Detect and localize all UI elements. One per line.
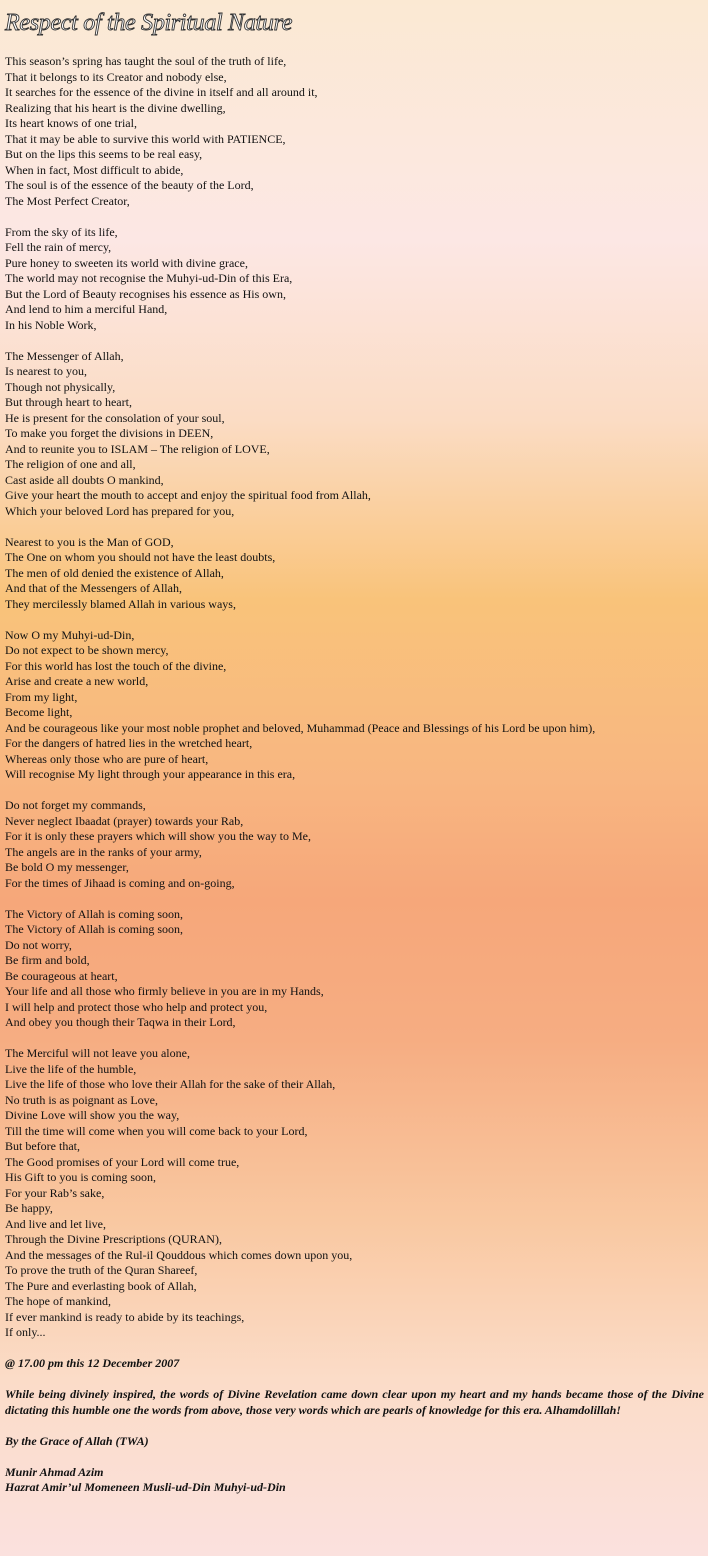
poem-line: Arise and create a new world, <box>5 674 149 688</box>
poem-line: Till the time will come when you will come back to your Lord, <box>5 1123 308 1138</box>
poem-line: Do not forget my commands, <box>5 798 146 812</box>
poem-line: Never neglect Ibaadat (prayer) towards your Rab, <box>5 813 244 828</box>
stanza <box>5 535 704 613</box>
poem-line: Fell the rain of mercy, <box>5 240 112 254</box>
poem-line: But on the lips this seems to be real easy, <box>5 147 203 161</box>
poem-line: The Pure and everlasting book of Allah, <box>5 1278 197 1293</box>
poem-line: And that of the Messengers of Allah, <box>5 581 182 595</box>
stanza <box>5 349 704 520</box>
poem-line: For this world has lost the touch of the divine, <box>5 658 227 673</box>
poem-line: Now O my Muhyi-ud-Din, <box>5 627 135 642</box>
poem-line: From the sky of its life, <box>5 224 118 239</box>
poem-line: Divine Love will show you the way, <box>5 1108 180 1122</box>
poem-line: The religion of one and all, <box>5 457 136 471</box>
poem-line: The Victory of Allah is coming soon, <box>5 922 184 936</box>
poem-line: The Good promises of your Lord will come true, <box>5 1154 240 1169</box>
revelation-note: While being divinely inspired, the words of Divine Revelation came down clear upon my heart and my hands became those of the Divine dictating this humble one the words from above, those very words which are pearls of knowledge for this era. Alhamdolillah! <box>5 1387 704 1417</box>
stanza <box>5 907 704 1031</box>
stanza <box>5 54 704 209</box>
poem-line: Pure honey to sweeten its world with divine grace, <box>5 255 248 270</box>
poem-title: Respect of the Spiritual Nature <box>5 10 293 36</box>
poem-line: But before that, <box>5 1139 80 1153</box>
poem-line: To prove the truth of the Quran Shareef, <box>5 1263 198 1277</box>
poem-line: No truth is as poignant as Love, <box>5 1092 158 1107</box>
stanza <box>5 798 704 891</box>
poem-line: Is nearest to you, <box>5 364 87 378</box>
poem-line: But through heart to heart, <box>5 395 132 409</box>
poem-line: Be happy, <box>5 1201 53 1215</box>
poem-line: The world may not recognise the Muhyi-ud-Din of this Era, <box>5 271 293 285</box>
poem-line: Which your beloved Lord has prepared for you, <box>5 503 235 518</box>
poem-line: This season’s spring has taught the soul of the truth of life, <box>5 54 287 68</box>
poem-line: He is present for the consolation of your soul, <box>5 410 225 425</box>
dated-timestamp: @ 17.00 pm this 12 December 2007 <box>5 1356 180 1370</box>
stanza <box>5 628 704 783</box>
poem-body <box>5 54 704 1341</box>
poem-line: And lend to him a merciful Hand, <box>5 302 168 316</box>
poem-line: Though not physically, <box>5 379 116 394</box>
poem-line: They mercilessly blamed Allah in various ways, <box>5 596 236 611</box>
poem-footer <box>5 1356 704 1496</box>
poem-line: Whereas only those who are pure of heart, <box>5 751 209 766</box>
poem-line: Live the life of the humble, <box>5 1061 137 1076</box>
poem-line: Be courageous at heart, <box>5 968 118 983</box>
poem-line: But the Lord of Beauty recognises his essence as His own, <box>5 286 286 301</box>
poem-line: That it belongs to its Creator and nobody else, <box>5 69 227 84</box>
poem-line: The Messenger of Allah, <box>5 348 124 363</box>
poem-line: For the times of Jihaad is coming and on-going, <box>5 875 235 890</box>
poem-line: For the dangers of hatred lies in the wretched heart, <box>5 736 253 750</box>
poem-line: Be firm and bold, <box>5 953 90 967</box>
poem-line: And obey you though their Taqwa in their Lord, <box>5 1015 236 1029</box>
poem-line: Its heart knows of one trial, <box>5 116 137 130</box>
poem-line: And to reunite you to ISLAM – The religion of LOVE, <box>5 441 270 456</box>
poem-line: Nearest to you is the Man of GOD, <box>5 534 174 549</box>
poem-line: The hope of mankind, <box>5 1294 111 1308</box>
poem-line: Realizing that his heart is the divine dwelling, <box>5 100 226 115</box>
poem-line: And the messages of the Rul-il Qouddous which comes down upon you, <box>5 1247 353 1262</box>
poem-line: Give your heart the mouth to accept and enjoy the spiritual food from Allah, <box>5 488 371 502</box>
poem-line: In his Noble Work, <box>5 317 97 332</box>
poem-line: And live and let live, <box>5 1216 106 1231</box>
poem-line: Cast aside all doubts O mankind, <box>5 472 164 487</box>
poem-line: If only... <box>5 1325 46 1339</box>
poem-line: I will help and protect those who help and protect you, <box>5 999 268 1014</box>
poem-line: Be bold O my messenger, <box>5 860 129 874</box>
poem-line: Become light, <box>5 705 73 719</box>
poem-line: And be courageous like your most noble prophet and beloved, Muhammad (Peace and Blessings of his Lord be upon him), <box>5 720 596 735</box>
poem-line: Your life and all those who firmly believe in you are in my Hands, <box>5 984 324 998</box>
author-title: Hazrat Amir’ul Momeneen Musli-ud-Din Muhyi-ud-Din <box>5 1480 286 1494</box>
poem-line: From my light, <box>5 689 78 704</box>
author-name: Munir Ahmad Azim <box>5 1464 104 1479</box>
poem-line: The One on whom you should not have the least doubts, <box>5 550 276 564</box>
poem-line: If ever mankind is ready to abide by its teachings, <box>5 1309 245 1324</box>
poem-line: The Victory of Allah is coming soon, <box>5 906 184 921</box>
poem-line: His Gift to you is coming soon, <box>5 1170 157 1184</box>
stanza <box>5 225 704 334</box>
poem-line: When in fact, Most difficult to abide, <box>5 162 184 177</box>
poem-line: That it may be able to survive this world with PATIENCE, <box>5 131 286 146</box>
poem-line: The soul is of the essence of the beauty of the Lord, <box>5 178 254 192</box>
poem-line: It searches for the essence of the divine in itself and all around it, <box>5 85 318 99</box>
stanza <box>5 1046 704 1341</box>
poem-line: For it is only these prayers which will show you the way to Me, <box>5 829 311 843</box>
poem-line: The men of old denied the existence of Allah, <box>5 565 224 580</box>
poem-line: Do not expect to be shown mercy, <box>5 643 169 657</box>
poem-line: To make you forget the divisions in DEEN, <box>5 426 214 440</box>
poem-line: The Merciful will not leave you alone, <box>5 1046 190 1060</box>
poem-line: The Most Perfect Creator, <box>5 193 130 208</box>
poem-line: For your Rab’s sake, <box>5 1185 105 1200</box>
grace-line: By the Grace of Allah (TWA) <box>5 1433 149 1448</box>
poem-line: Do not worry, <box>5 937 72 952</box>
poem-line: The angels are in the ranks of your army, <box>5 844 202 859</box>
poem-line: Will recognise My light through your appearance in this era, <box>5 767 296 781</box>
poem-line: Through the Divine Prescriptions (QURAN), <box>5 1232 222 1246</box>
poem-line: Live the life of those who love their Allah for the sake of their Allah, <box>5 1077 336 1091</box>
